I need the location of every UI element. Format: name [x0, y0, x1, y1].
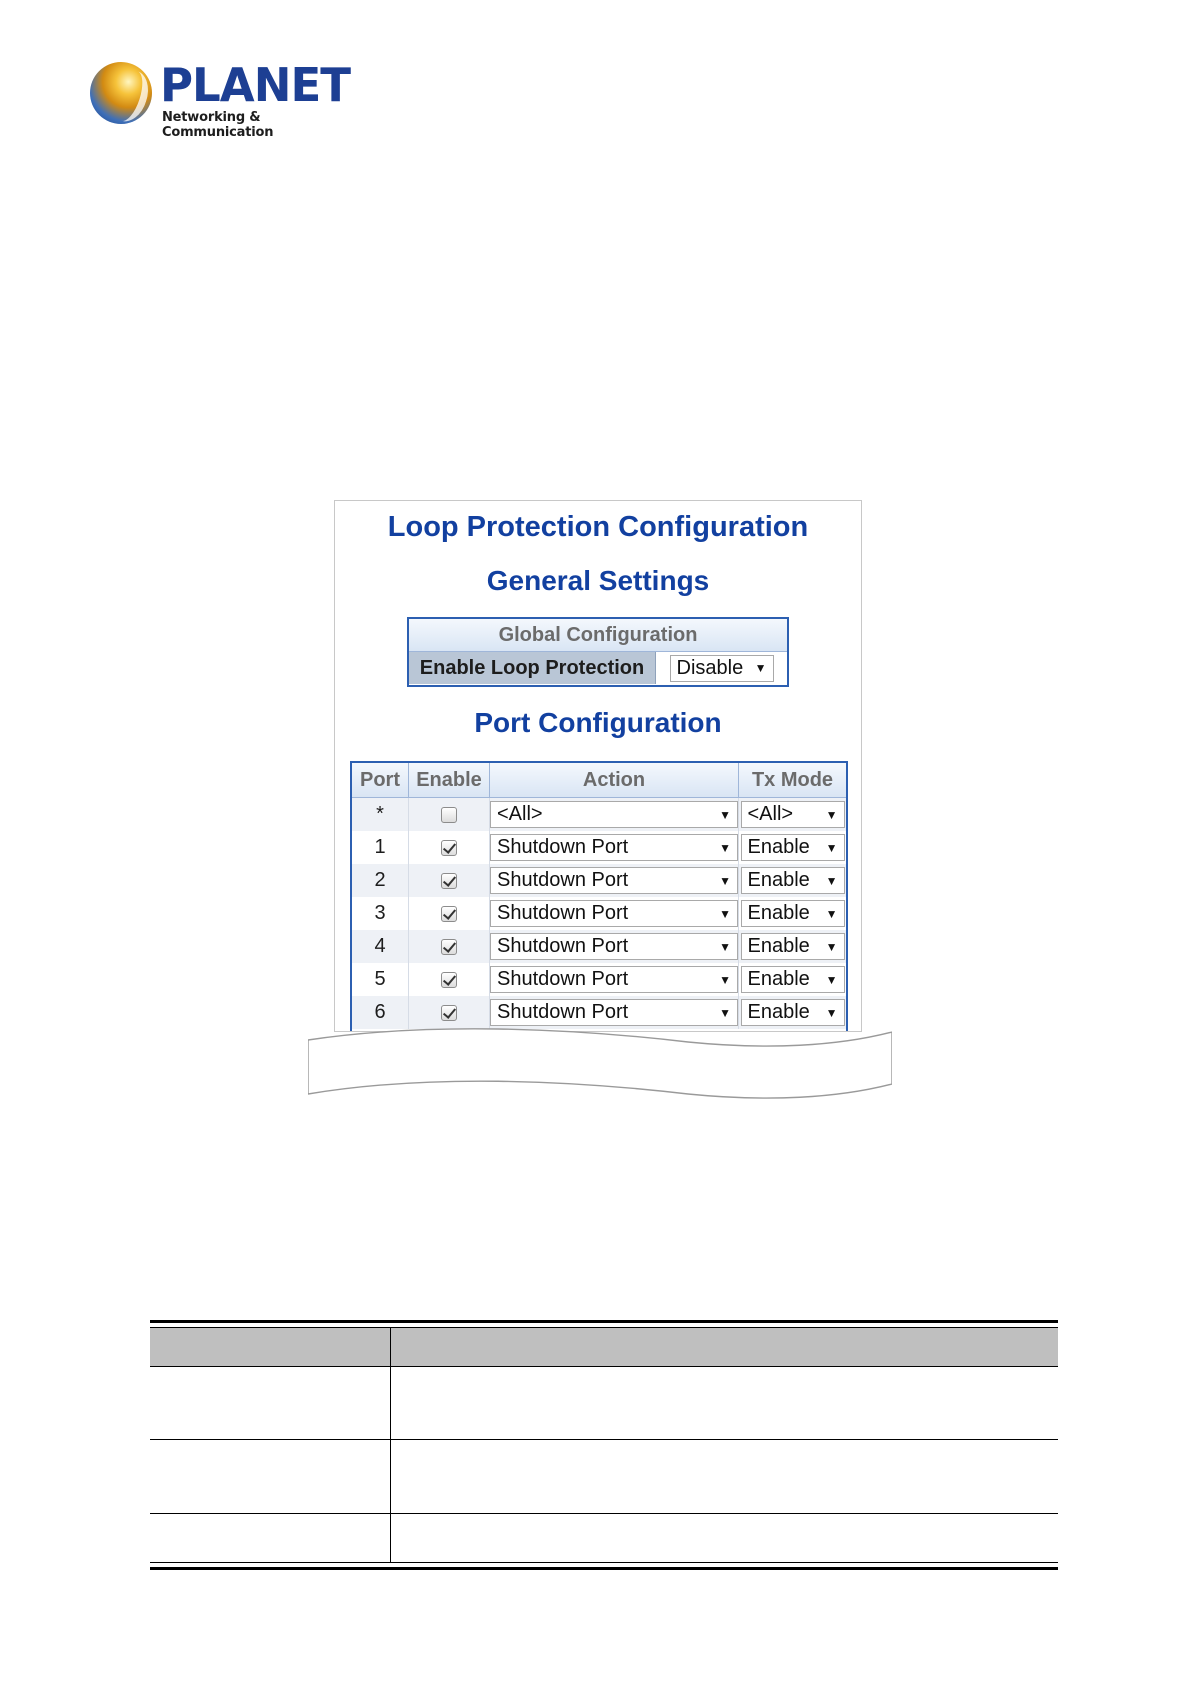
table-row	[352, 864, 846, 897]
enable-checkbox[interactable]	[441, 873, 457, 889]
tx-mode-value: Enable	[747, 1001, 810, 1023]
enable-cell	[409, 864, 490, 897]
dropdown-arrow-icon: ▼	[825, 1005, 838, 1020]
torn-edge-graphic	[308, 1010, 892, 1120]
dropdown-arrow-icon: ▼	[719, 972, 731, 987]
enable-cell	[409, 798, 490, 832]
tx-mode-cell	[739, 798, 847, 832]
enable-checkbox[interactable]	[441, 840, 457, 856]
enable-cell	[409, 930, 490, 963]
action-select[interactable]	[490, 867, 738, 894]
table-row	[352, 963, 846, 996]
action-value: Shutdown Port	[497, 836, 629, 858]
port-cell: 4	[352, 930, 409, 963]
tx-mode-cell	[739, 864, 847, 897]
dropdown-arrow-icon: ▼	[719, 873, 731, 888]
global-configuration-table	[407, 617, 789, 687]
action-select[interactable]	[490, 834, 738, 861]
table-row	[352, 798, 846, 832]
table-row	[150, 1514, 1058, 1563]
action-cell	[490, 864, 739, 897]
dropdown-arrow-icon: ▼	[825, 906, 838, 921]
action-value: Shutdown Port	[497, 968, 629, 990]
tx-mode-value: Enable	[747, 902, 810, 924]
tx-mode-value: Enable	[747, 836, 810, 858]
action-select[interactable]	[490, 801, 738, 828]
dropdown-arrow-icon: ▼	[825, 873, 838, 888]
port-cell: 6	[352, 996, 409, 1029]
tx-mode-select[interactable]	[741, 900, 845, 927]
port-cell: 3	[352, 897, 409, 930]
dropdown-arrow-icon: ▼	[719, 1005, 731, 1020]
action-select[interactable]	[490, 933, 738, 960]
enable-cell	[409, 831, 490, 864]
logo-brand: PLANET	[160, 58, 351, 112]
action-select[interactable]	[490, 900, 738, 927]
logo-tagline: Networking & Communication	[162, 110, 274, 140]
enable-checkbox[interactable]	[441, 906, 457, 922]
table-row	[150, 1366, 1058, 1440]
global-configuration-header: Global Configuration	[409, 619, 787, 652]
action-cell	[490, 897, 739, 930]
column-header-action: Action	[490, 763, 739, 798]
loop-protection-screenshot	[334, 500, 862, 1032]
enable-loop-protection-value: Disable	[676, 656, 744, 679]
dropdown-arrow-icon: ▼	[719, 939, 731, 954]
action-value: Shutdown Port	[497, 869, 629, 891]
action-cell	[490, 963, 739, 996]
port-cell: 5	[352, 963, 409, 996]
column-header-enable: Enable	[409, 763, 490, 798]
action-value: Shutdown Port	[497, 1001, 629, 1023]
dropdown-arrow-icon: ▼	[825, 807, 838, 822]
port-cell: *	[352, 798, 409, 832]
tx-mode-select[interactable]	[741, 933, 845, 960]
dropdown-arrow-icon: ▼	[825, 939, 838, 954]
page-title: Loop Protection Configuration	[387, 511, 809, 543]
tx-mode-value: Enable	[747, 935, 810, 957]
tx-mode-cell	[739, 930, 847, 963]
port-configuration-table	[350, 761, 848, 1032]
dropdown-arrow-icon: ▼	[719, 807, 731, 822]
enable-loop-protection-select[interactable]	[670, 655, 774, 682]
tx-mode-select[interactable]	[741, 867, 845, 894]
tx-mode-cell	[739, 897, 847, 930]
enable-checkbox[interactable]	[441, 939, 457, 955]
dropdown-arrow-icon: ▼	[825, 972, 838, 987]
table-row	[150, 1440, 1058, 1514]
enable-cell	[409, 963, 490, 996]
action-value: Shutdown Port	[497, 935, 629, 957]
description-table	[150, 1320, 1058, 1570]
globe-icon	[90, 62, 152, 124]
tx-mode-select[interactable]	[741, 801, 845, 828]
description-table-header	[150, 1328, 1058, 1366]
enable-loop-protection-label: Enable Loop Protection	[409, 652, 656, 684]
port-cell: 2	[352, 864, 409, 897]
port-configuration-heading: Port Configuration	[474, 707, 722, 738]
enable-checkbox[interactable]	[441, 972, 457, 988]
planet-logo	[90, 58, 351, 140]
tx-mode-value: Enable	[747, 869, 810, 891]
tx-mode-select[interactable]	[741, 966, 845, 993]
tx-mode-value: Enable	[747, 968, 810, 990]
table-row	[352, 930, 846, 963]
port-cell: 1	[352, 831, 409, 864]
table-row	[352, 831, 846, 864]
table-row	[352, 897, 846, 930]
action-cell	[490, 831, 739, 864]
action-value: <All>	[497, 803, 543, 825]
dropdown-arrow-icon: ▼	[719, 840, 731, 855]
enable-cell	[409, 897, 490, 930]
dropdown-arrow-icon: ▼	[719, 906, 731, 921]
dropdown-arrow-icon: ▼	[825, 840, 838, 855]
enable-checkbox[interactable]	[441, 807, 457, 823]
tx-mode-cell	[739, 831, 847, 864]
action-value: Shutdown Port	[497, 902, 629, 924]
tx-mode-select[interactable]	[741, 834, 845, 861]
column-header-tx-mode: Tx Mode	[739, 763, 847, 798]
dropdown-arrow-icon: ▼	[754, 661, 767, 675]
tx-mode-value: <All>	[747, 803, 794, 825]
action-cell	[490, 798, 739, 832]
column-header-port: Port	[352, 763, 409, 798]
action-cell	[490, 930, 739, 963]
general-settings-heading: General Settings	[486, 565, 710, 596]
tx-mode-cell	[739, 963, 847, 996]
action-select[interactable]	[490, 966, 738, 993]
